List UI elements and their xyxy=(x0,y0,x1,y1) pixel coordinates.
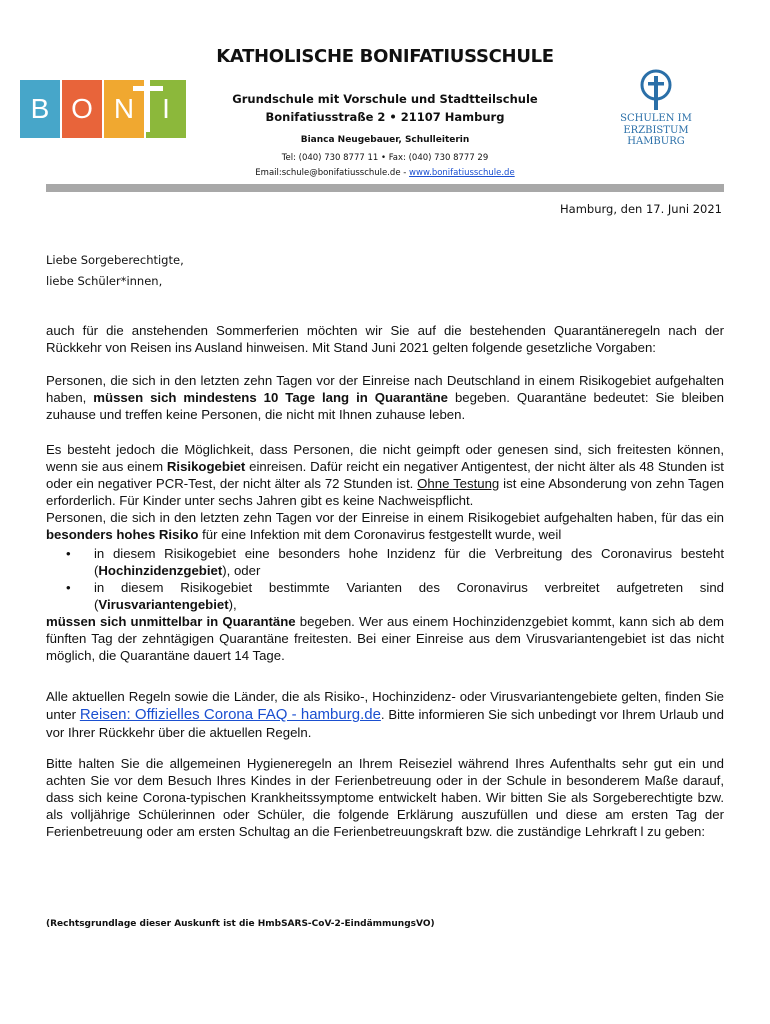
boni-logo xyxy=(20,80,186,138)
list-item: • in diesem Risikogebiet bestimmte Varianten des Coronavirus verbreitet aufgetreten sind (Virusvariantengebiet), xyxy=(66,580,724,612)
letter-date: Hamburg, den 17. Juni 2021 xyxy=(560,202,722,216)
school-type: Grundschule mit Vorschule und Stadtteilschule xyxy=(232,92,538,106)
greeting-line2: liebe Schüler*innen, xyxy=(46,274,163,288)
paragraph-testing: Es besteht jedoch die Möglichkeit, dass Personen, die nicht geimpft oder genesen sind, sich freitesten können, wenn sie aus einem Risikogebiet einreisen. Dafür reicht ein negativer Antigentest, der nicht älter als 48 Stunden ist oder ein negativer PCR-Test, der nicht älter als 72 Stunden ist. Ohne Testung ist eine Absonderung von zehn Tagen erforderlich. Für Kinder unter sechs Jahren gibt es keine Nachweispflicht. Personen, die sich in den letzten zehn Tagen vor der Einreise in einem Risikogebiet aufgehalten haben, für das ein besonders hohes Risiko für eine Infektion mit dem Coronavirus festgestellt wurde, weil • in diesem Risikogebiet eine besonders hohe Inzidenz für die Verbreitung des Coronavirus besteht (Hochinzidenzgebiet), oder • in diesem Risikogebiet bestimmte Varianten des Coronavirus verbreitet aufgetreten sind (Virusvariantengebiet), müssen sich unmittelbar in Quarantäne begeben. Wer aus einem Hochinzidenzgebiet kommt, kann sich ab dem fünften Tag der zehntägigen Quarantäne freitesten. Bei einer Einreise aus dem Virusvariantengebiet ist das nicht möglich, die Quarantäne dauert 14 Tage. xyxy=(46,442,725,663)
legal-footer: (Rechtsgrundlage dieser Auskunft ist die HmbSARS-CoV-2-EindämmungsVO) xyxy=(46,919,435,929)
bullet-separator: • xyxy=(380,153,386,163)
website-link[interactable]: www.bonifatiusschule.de xyxy=(409,168,515,178)
hamburg-faq-link[interactable]: Reisen: Offizielles Corona FAQ - hamburg.de xyxy=(79,706,381,723)
school-address: Bonifatiusstraße 2 • 21107 Hamburg xyxy=(265,110,505,124)
paragraph-links: Alle aktuellen Regeln sowie die Länder, die als Risiko-, Hochinzidenz- oder Virusvariantengebiete gelten, finden Sie unter Reisen: Offizielles Corona FAQ - hamburg.de. Bitte informieren Sie sich unbedingt vor Ihrem Urlaub und vor Ihrer Rückkehr über die aktuellen Regeln. xyxy=(46,689,724,740)
fax: Fax: (040) 730 8777 29 xyxy=(388,153,489,163)
erzbistum-line2: ERZBISTUM HAMBURG xyxy=(623,125,689,147)
contact-phone-fax xyxy=(0,153,770,163)
greeting-line1: Liebe Sorgeberechtigte, xyxy=(46,253,184,267)
principal: Bianca Neugebauer, Schulleiterin xyxy=(300,135,470,145)
paragraph-hygiene: Bitte halten Sie die allgemeinen Hygieneregeln an Ihrem Reiseziel während Ihres Aufenthalts sehr gut ein und achten Sie vor dem Besuch Ihres Kindes in der Ferienbetreuung oder in der Schule in besonderem Maße darauf, dass sich keine Corona-typischen Krankheitssymptome entwickelt haben. Wir bitten Sie als Sorgeberechtigte bzw. als volljährige Schülerinnen oder Schüler, die folgende Erklärung auszufüllen und diese am ersten Tag der Ferienbetreuung oder am ersten Schultag an die Ferienbetreuungskraft bzw. die zuständige Lehrkraft l zu geben: xyxy=(46,756,724,839)
email: Email:schule@bonifatiusschule.de xyxy=(255,168,401,178)
erzbistum-line1: SCHULEN IM xyxy=(620,113,692,124)
logo-tile-o: O xyxy=(62,80,102,138)
phone: Tel: (040) 730 8777 11 xyxy=(281,153,379,163)
logo-tile-i: I xyxy=(146,80,186,138)
logo-tile-b: B xyxy=(20,80,60,138)
paragraph-quarantine: Personen, die sich in den letzten zehn Tagen vor der Einreise nach Deutschland in einem Risikogebiet aufgehalten haben, müssen sich mindestens 10 Tage lang in Quarantäne begeben. Quarantäne bedeutet: Sie bleiben zuhause und treffen keine Personen, die nicht mit Ihnen zuhause leben. xyxy=(46,373,724,422)
contact-email-web: Email:schule@bonifatiusschule.de - www.bonifatiusschule.de xyxy=(255,168,515,178)
list-item: • in diesem Risikogebiet eine besonders hohe Inzidenz für die Verbreitung des Coronavirus besteht (Hochinzidenzgebiet), oder xyxy=(66,546,724,578)
header-divider xyxy=(46,184,724,192)
school-title: KATHOLISCHE BONIFATIUSSCHULE xyxy=(216,46,554,67)
logo-tile-n: N xyxy=(104,80,144,138)
paragraph-intro: auch für die anstehenden Sommerferien möchten wir Sie auf die bestehenden Quarantäneregeln nach der Rückkehr von Reisen ins Ausland hinweisen. Mit Stand Juni 2021 gelten folgende gesetzliche Vorgaben: xyxy=(46,323,724,355)
